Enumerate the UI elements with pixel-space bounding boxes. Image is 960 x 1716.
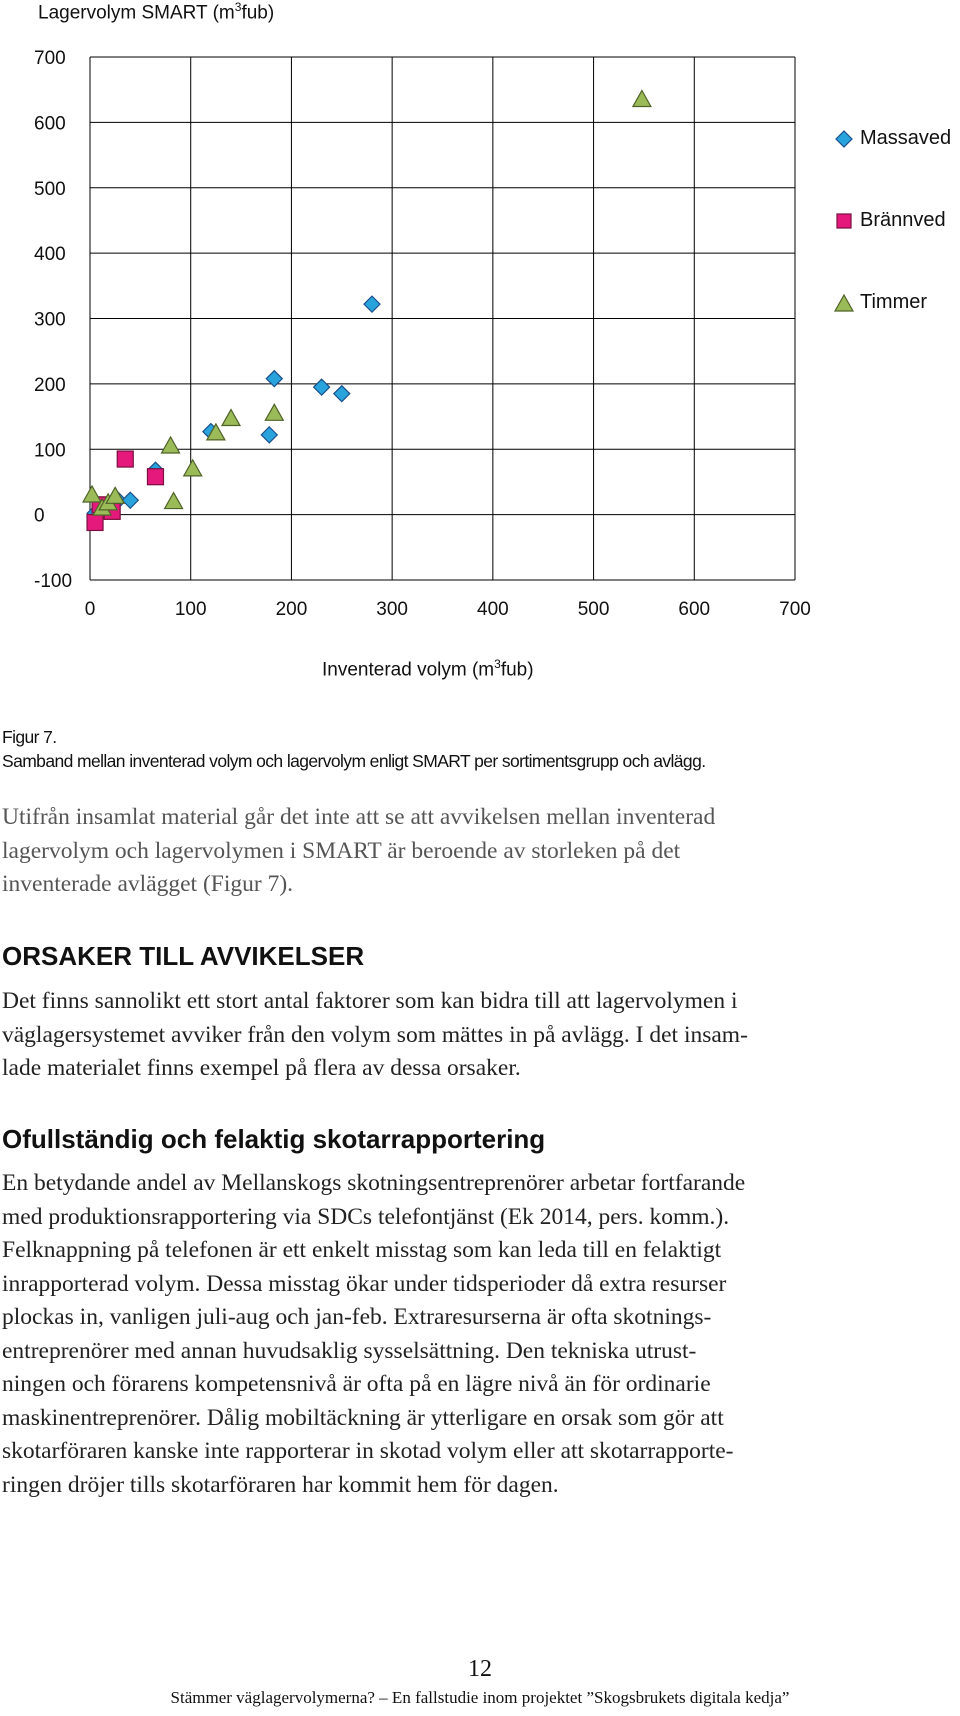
data-point-timmer xyxy=(184,460,202,476)
data-point-brnnved xyxy=(147,469,163,485)
chart-grid xyxy=(90,57,795,580)
data-point-massaved xyxy=(364,296,380,312)
paragraph-1: Utifrån insamlat material går det inte att se att avvikelsen mellan inventerad lagervolym och lagervolymen i SMART är beroende av storleken på det inventerade avlägget (Figur 7). xyxy=(2,804,716,897)
data-point-massaved xyxy=(314,379,330,395)
legend-label-massaved: Massaved xyxy=(860,127,952,149)
x-tick-label: 300 xyxy=(376,599,408,620)
y-tick-label: 200 xyxy=(34,374,66,396)
data-point-timmer xyxy=(165,493,183,509)
data-point-timmer xyxy=(633,90,651,106)
data-point-brnnved xyxy=(87,514,103,530)
chart-points xyxy=(83,90,651,530)
caption-text: Samband mellan inventerad volym och lagervolym enligt SMART per sortimentsgrupp och avlägg. xyxy=(2,751,706,771)
square-marker-icon xyxy=(834,211,854,231)
y-tick-label: 500 xyxy=(34,178,66,200)
data-point-timmer xyxy=(83,486,101,502)
data-point-massaved xyxy=(334,386,350,402)
data-point-timmer xyxy=(265,404,283,420)
scatter-chart xyxy=(0,0,960,640)
diamond-marker-icon xyxy=(834,129,854,149)
caption-label: Figur 7. xyxy=(2,727,57,747)
paragraph-2: Det finns sannolikt ett stort antal faktorer som kan bidra till att lagervolymen i väglagersystemet avviker från den volym som mättes in på avlägg. I det insam- lade materialet finns exempel på flera av dessa orsaker. xyxy=(2,988,748,1081)
x-tick-label: 600 xyxy=(678,599,711,620)
data-point-massaved xyxy=(261,427,277,443)
x-tick-label: 700 xyxy=(779,599,811,620)
x-tick-label: 100 xyxy=(174,599,207,620)
y-axis-title: Lagervolym SMART $(m^3fub)$ xyxy=(38,0,275,24)
x-tick-label: 400 xyxy=(477,599,509,620)
data-point-timmer xyxy=(222,410,240,426)
legend-label-brannved: Brännved xyxy=(860,209,946,231)
data-point-brnnved xyxy=(117,451,133,467)
paragraph-3: En betydande andel av Mellanskogs skotningsentreprenörer arbetar fortfarande med produktionsrapportering via SDCs telefontjänst (Ek 2014, pers. komm.). Felknappning på telefonen är ett enkelt misstag som kan leda till en felaktigt inrapporterad volym. Dessa misstag ökar under tidsperioder då extra resurser plockas in, vanligen juli-aug och jan-feb. Extraresurserna är ofta skotnings- entreprenörer med annan huvudsaklig sysselsättning. Den tekniska utrust- ningen och förarens kompetensnivå är ofta på en lägre nivå än för ordinarie maskinentreprenörer. Dålig mobiltäckning är ytterligare en orsak som gör att skotarföraren kanske inte rapporterar in skotad volym eller att skotarrapporte- ringen dröjer tills skotarföraren har kommit hem för dagen. xyxy=(2,1170,746,1498)
triangle-marker-icon xyxy=(833,293,855,313)
x-tick-label: 200 xyxy=(275,599,308,620)
x-axis-title: Inventerad volym $(m^3fub)$ xyxy=(322,657,534,681)
y-tick-label: 0 xyxy=(34,505,45,527)
page-footer: Stämmer väglagervolymerna? – En fallstudie inom projektet ”Skogsbrukets digitala kedja” xyxy=(170,1688,790,1707)
y-tick-label: 400 xyxy=(34,244,66,266)
x-tick-label: 500 xyxy=(577,599,610,620)
y-tick-label: 600 xyxy=(34,113,66,135)
page-number: 12 xyxy=(468,1656,492,1682)
y-tick-label: 100 xyxy=(34,440,66,462)
x-tick-label: 0 xyxy=(84,599,96,620)
figure-caption xyxy=(2,725,705,773)
section-heading-orsaker: ORSAKER TILL AVVIKELSER xyxy=(2,941,365,971)
data-point-timmer xyxy=(162,437,180,453)
legend-label-timmer: Timmer xyxy=(860,291,928,313)
y-tick-label: -100 xyxy=(34,571,73,592)
y-tick-label: 700 xyxy=(34,48,66,69)
y-tick-label: 300 xyxy=(34,309,66,331)
subheading-skotarrapportering: Ofullständig och felaktig skotarrapportering xyxy=(2,1124,546,1154)
data-point-massaved xyxy=(122,492,138,508)
